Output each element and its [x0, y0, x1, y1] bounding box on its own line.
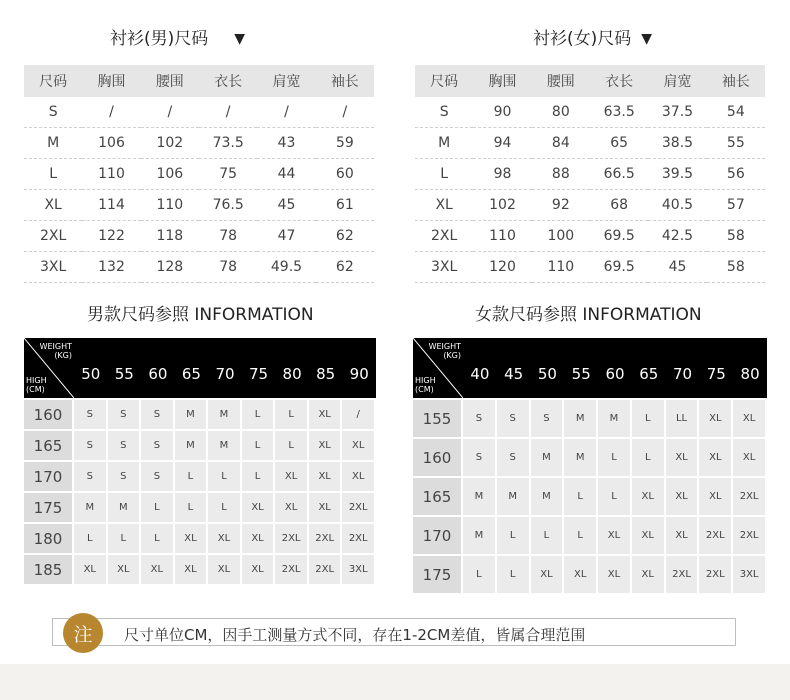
size-cell: 2XL: [309, 524, 341, 553]
size-cell: XL: [275, 493, 307, 522]
weight-axis-label: WEIGHT (KG): [428, 342, 461, 360]
table-cell: 122: [82, 221, 140, 252]
table-cell: /: [82, 97, 140, 128]
table-cell: 128: [141, 252, 199, 283]
size-cell: 2XL: [342, 493, 374, 522]
table-cell: 75: [199, 159, 257, 190]
weight-value: 55: [114, 365, 134, 383]
weight-value: 70: [215, 365, 235, 383]
size-cell: XL: [242, 555, 274, 584]
table-cell: 110: [473, 221, 531, 252]
table-cell: 110: [82, 159, 140, 190]
size-cell: L: [275, 400, 307, 429]
size-cell: L: [242, 431, 274, 460]
men-shirt-title-text: 衬衫(男)尺码: [110, 29, 209, 49]
size-cell: S: [74, 400, 106, 429]
size-cell: L: [564, 517, 596, 554]
size-label: 2XL: [24, 221, 82, 252]
size-cell: M: [497, 478, 529, 515]
size-cell: S: [74, 462, 106, 491]
size-cell: XL: [632, 517, 664, 554]
weight-value: 80: [282, 365, 302, 383]
table-cell: /: [316, 97, 374, 128]
weight-header-bar: [413, 338, 767, 398]
size-cell: XL: [342, 462, 374, 491]
chevron-down-icon[interactable]: ▼: [641, 31, 653, 47]
table-cell: 94: [473, 128, 531, 159]
table-cell: 106: [82, 128, 140, 159]
size-cell: XL: [175, 555, 207, 584]
table-cell: 49.5: [257, 252, 315, 283]
size-cell: L: [108, 524, 140, 553]
table-cell: 55: [707, 128, 765, 159]
size-cell: S: [141, 462, 173, 491]
table-cell: 132: [82, 252, 140, 283]
note-badge-icon: 注: [63, 613, 103, 653]
weight-value: 80: [740, 365, 760, 383]
size-cell: 2XL: [733, 478, 765, 515]
column-header: 胸围: [473, 65, 531, 97]
table-cell: 102: [141, 128, 199, 159]
size-cell: M: [175, 400, 207, 429]
size-cell: L: [141, 524, 173, 553]
weight-value: 60: [148, 365, 168, 383]
size-cell: L: [141, 493, 173, 522]
table-cell: 57: [707, 190, 765, 221]
table-cell: 110: [141, 190, 199, 221]
size-cell: 2XL: [666, 556, 698, 593]
table-cell: 54: [707, 97, 765, 128]
size-cell: XL: [666, 439, 698, 476]
size-cell: L: [632, 439, 664, 476]
table-cell: 110: [532, 252, 590, 283]
size-cell: 2XL: [699, 517, 731, 554]
column-header: 腰围: [141, 65, 199, 97]
size-cell: M: [598, 400, 630, 437]
size-cell: XL: [699, 439, 731, 476]
size-label: XL: [24, 190, 82, 221]
height-value: 180: [24, 524, 72, 553]
men-shirt-title: [110, 24, 245, 49]
size-cell: XL: [309, 493, 341, 522]
height-value: 165: [413, 478, 461, 515]
table-cell: 120: [473, 252, 531, 283]
table-row: [24, 252, 374, 283]
height-value: 175: [413, 556, 461, 593]
height-axis-label: HIGH (CM): [26, 376, 47, 394]
table-cell: /: [141, 97, 199, 128]
column-header: 衣长: [590, 65, 648, 97]
size-cell: 2XL: [699, 556, 731, 593]
table-row: [24, 159, 374, 190]
size-cell: S: [463, 400, 495, 437]
column-header: 袖长: [707, 65, 765, 97]
table-cell: 69.5: [590, 252, 648, 283]
size-cell: L: [208, 462, 240, 491]
size-cell: S: [497, 400, 529, 437]
table-cell: 78: [199, 221, 257, 252]
table-cell: 76.5: [199, 190, 257, 221]
table-row: [24, 128, 374, 159]
height-value: 185: [24, 555, 72, 584]
column-header: 肩宽: [648, 65, 706, 97]
column-header: 尺码: [415, 65, 473, 97]
men-reference-title: 男款尺码参照 INFORMATION: [87, 305, 314, 325]
size-label: L: [415, 159, 473, 190]
size-cell: XL: [309, 400, 341, 429]
note-text: 尺寸单位CM，因手工测量方式不同，存在1-2CM差值，皆属合理范围: [124, 626, 586, 644]
weight-value: 60: [605, 365, 625, 383]
weight-value: 65: [181, 365, 201, 383]
size-cell: M: [175, 431, 207, 460]
table-cell: 90: [473, 97, 531, 128]
size-cell: M: [208, 400, 240, 429]
size-cell: S: [108, 462, 140, 491]
height-value: 160: [24, 400, 72, 429]
size-cell: 3XL: [733, 556, 765, 593]
table-cell: 60: [316, 159, 374, 190]
size-cell: XL: [108, 555, 140, 584]
height-value: 170: [24, 462, 72, 491]
table-cell: 59: [316, 128, 374, 159]
size-cell: M: [463, 517, 495, 554]
table-cell: 118: [141, 221, 199, 252]
weight-value: 75: [706, 365, 726, 383]
table-row: [415, 159, 765, 190]
weight-header-bar: [24, 338, 376, 398]
size-cell: LL: [666, 400, 698, 437]
axis-corner: [413, 338, 463, 398]
weight-value: 40: [470, 365, 490, 383]
size-cell: XL: [141, 555, 173, 584]
size-cell: XL: [242, 493, 274, 522]
table-cell: 92: [532, 190, 590, 221]
size-cell: L: [175, 462, 207, 491]
table-cell: 98: [473, 159, 531, 190]
chevron-down-icon[interactable]: ▼: [234, 31, 246, 47]
size-cell: XL: [342, 431, 374, 460]
size-cell: XL: [208, 555, 240, 584]
column-header: 袖长: [316, 65, 374, 97]
table-cell: 106: [141, 159, 199, 190]
size-cell: L: [175, 493, 207, 522]
weight-value: 85: [316, 365, 336, 383]
size-label: 3XL: [24, 252, 82, 283]
size-label: S: [24, 97, 82, 128]
weight-value: 50: [81, 365, 101, 383]
table-cell: 114: [82, 190, 140, 221]
size-cell: S: [108, 431, 140, 460]
table-cell: 58: [707, 252, 765, 283]
table-row: [415, 252, 765, 283]
table-cell: 73.5: [199, 128, 257, 159]
women-shirt-title-text: 衬衫(女)尺码: [533, 29, 632, 49]
size-cell: L: [564, 478, 596, 515]
table-cell: 84: [532, 128, 590, 159]
table-row: [24, 221, 374, 252]
size-cell: S: [141, 400, 173, 429]
weight-value: 65: [639, 365, 659, 383]
table-row: [415, 97, 765, 128]
size-cell: L: [598, 439, 630, 476]
table-cell: 58: [707, 221, 765, 252]
table-cell: 40.5: [648, 190, 706, 221]
size-cell: L: [242, 400, 274, 429]
table-cell: 63.5: [590, 97, 648, 128]
height-axis-label: HIGH (CM): [415, 376, 436, 394]
size-cell: 2XL: [342, 524, 374, 553]
size-cell: S: [74, 431, 106, 460]
women-shirt-size-table: [415, 65, 765, 283]
weight-axis-label: WEIGHT (KG): [39, 342, 72, 360]
table-cell: 39.5: [648, 159, 706, 190]
weight-value: 90: [349, 365, 369, 383]
size-cell: XL: [666, 517, 698, 554]
size-label: 2XL: [415, 221, 473, 252]
size-cell: M: [463, 478, 495, 515]
size-cell: L: [208, 493, 240, 522]
height-value: 165: [24, 431, 72, 460]
table-cell: 68: [590, 190, 648, 221]
size-cell: S: [108, 400, 140, 429]
size-label: M: [415, 128, 473, 159]
size-cell: L: [598, 478, 630, 515]
size-cell: M: [531, 439, 563, 476]
size-cell: XL: [309, 431, 341, 460]
table-cell: 88: [532, 159, 590, 190]
size-cell: L: [74, 524, 106, 553]
table-cell: 42.5: [648, 221, 706, 252]
weight-value: 55: [571, 365, 591, 383]
table-cell: 62: [316, 221, 374, 252]
size-cell: L: [275, 431, 307, 460]
size-cell: XL: [275, 462, 307, 491]
table-cell: 80: [532, 97, 590, 128]
table-row: [415, 190, 765, 221]
size-cell: XL: [699, 478, 731, 515]
table-cell: 38.5: [648, 128, 706, 159]
size-cell: XL: [242, 524, 274, 553]
table-cell: /: [257, 97, 315, 128]
size-cell: XL: [699, 400, 731, 437]
size-cell: L: [497, 517, 529, 554]
size-cell: XL: [208, 524, 240, 553]
size-cell: XL: [666, 478, 698, 515]
size-cell: 2XL: [309, 555, 341, 584]
height-value: 175: [24, 493, 72, 522]
size-cell: 2XL: [275, 524, 307, 553]
column-header: 腰围: [532, 65, 590, 97]
men-size-reference-grid: [24, 338, 376, 584]
size-cell: XL: [531, 556, 563, 593]
size-cell: 2XL: [275, 555, 307, 584]
size-cell: XL: [733, 400, 765, 437]
column-header: 肩宽: [257, 65, 315, 97]
table-cell: 43: [257, 128, 315, 159]
size-cell: /: [342, 400, 374, 429]
table-cell: 100: [532, 221, 590, 252]
table-cell: 44: [257, 159, 315, 190]
size-cell: XL: [598, 556, 630, 593]
footer-band: [0, 664, 790, 700]
column-header: 尺码: [24, 65, 82, 97]
table-cell: 61: [316, 190, 374, 221]
weight-value: 70: [672, 365, 693, 383]
women-size-reference-grid: [413, 338, 767, 593]
size-cell: XL: [309, 462, 341, 491]
size-label: 3XL: [415, 252, 473, 283]
size-cell: M: [564, 400, 596, 437]
table-cell: 37.5: [648, 97, 706, 128]
table-row: [415, 128, 765, 159]
column-header: 衣长: [199, 65, 257, 97]
table-cell: 47: [257, 221, 315, 252]
table-row: [24, 190, 374, 221]
size-cell: XL: [74, 555, 106, 584]
size-cell: 3XL: [342, 555, 374, 584]
table-cell: 56: [707, 159, 765, 190]
table-cell: 78: [199, 252, 257, 283]
table-row: [415, 221, 765, 252]
size-label: S: [415, 97, 473, 128]
table-cell: 62: [316, 252, 374, 283]
column-header: 胸围: [82, 65, 140, 97]
size-cell: XL: [632, 556, 664, 593]
size-cell: 2XL: [733, 517, 765, 554]
size-cell: XL: [733, 439, 765, 476]
weight-value: 45: [504, 365, 524, 383]
height-value: 155: [413, 400, 461, 437]
table-cell: /: [199, 97, 257, 128]
size-cell: XL: [175, 524, 207, 553]
women-shirt-title: [533, 24, 652, 49]
size-cell: S: [141, 431, 173, 460]
size-label: XL: [415, 190, 473, 221]
table-cell: 69.5: [590, 221, 648, 252]
weight-value: 50: [537, 365, 557, 383]
men-shirt-size-table: [24, 65, 374, 283]
size-cell: M: [531, 478, 563, 515]
women-reference-title: 女款尺码参照 INFORMATION: [475, 305, 702, 325]
size-cell: L: [497, 556, 529, 593]
size-cell: XL: [564, 556, 596, 593]
size-cell: XL: [598, 517, 630, 554]
table-cell: 45: [257, 190, 315, 221]
size-label: L: [24, 159, 82, 190]
size-cell: M: [564, 439, 596, 476]
table-row: [24, 97, 374, 128]
size-cell: S: [463, 439, 495, 476]
height-value: 170: [413, 517, 461, 554]
axis-corner: [24, 338, 74, 398]
weight-value: 75: [248, 365, 269, 383]
table-cell: 45: [648, 252, 706, 283]
size-cell: L: [463, 556, 495, 593]
size-cell: S: [497, 439, 529, 476]
size-cell: XL: [632, 478, 664, 515]
size-cell: M: [208, 431, 240, 460]
table-cell: 65: [590, 128, 648, 159]
table-cell: 102: [473, 190, 531, 221]
size-cell: L: [242, 462, 274, 491]
size-cell: L: [632, 400, 664, 437]
size-label: M: [24, 128, 82, 159]
size-cell: M: [74, 493, 106, 522]
size-cell: S: [531, 400, 563, 437]
size-cell: L: [531, 517, 563, 554]
height-value: 160: [413, 439, 461, 476]
size-cell: M: [108, 493, 140, 522]
table-cell: 66.5: [590, 159, 648, 190]
